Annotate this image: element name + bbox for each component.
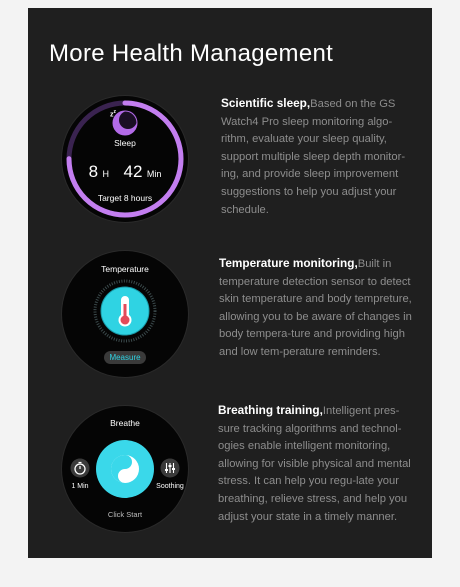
temperature-label: Temperature [101,264,149,274]
sleep-target: Target 8 hours [97,193,153,203]
sleep-watch-face [62,96,188,222]
timer-icon[interactable] [70,458,90,478]
temperature-heading: Temperature monitoring, [219,256,358,270]
health-panel [28,8,432,558]
sleep-duration [62,162,188,182]
zz-icon: $z^z$ [110,109,116,119]
temperature-body: Built in temperature detection sensor to detect skin temperature and body tempreture, allowing you to be aware of changes in body tempera-ture and providing high and low tem-perature reminders. [219,258,412,358]
sleep-label: Sleep [114,138,136,148]
breathe-watch-face [62,406,188,532]
breathe-description [218,402,414,526]
click-start-label: Click Start [107,510,143,519]
sleep-minutes-unit: Min [146,169,162,179]
sleep-minutes: 42 [123,162,143,181]
breathe-start-button[interactable] [95,439,155,499]
breathe-duration: 1 Min [71,483,89,490]
sliders-icon[interactable] [160,458,180,478]
sleep-heading: Scientific sleep, [221,96,311,110]
breathe-label: Breathe [110,418,140,428]
sleep-body: Based on the GS Watch4 Pro sleep monitoring algo-rithm, evaluate your sleep quality, support multiple sleep depth monitor-ing, and provide sleep improvement suggestions to help you adjust your schedule. [221,98,406,216]
thermometer-icon [115,294,135,328]
sleep-hours-unit: H [102,169,110,179]
section-title: More Health Management [49,40,334,67]
breathe-heading: Breathing training, [218,403,323,417]
breathe-mode: Soothing [156,483,184,490]
sleep-description [221,95,417,219]
breathe-body: Intelligent pres-sure tracking algorithms and technol-ogies enable intelligent monitoring, allowing for visible physical and mental stress. It can help you regu-late your breathing, relieve stress, and help you adjust your state in a timely manner. [218,405,411,523]
sleep-hours: 8 [88,162,99,181]
temperature-description [219,255,415,362]
measure-button[interactable]: Measure [104,351,146,364]
temperature-watch-face [62,251,188,377]
